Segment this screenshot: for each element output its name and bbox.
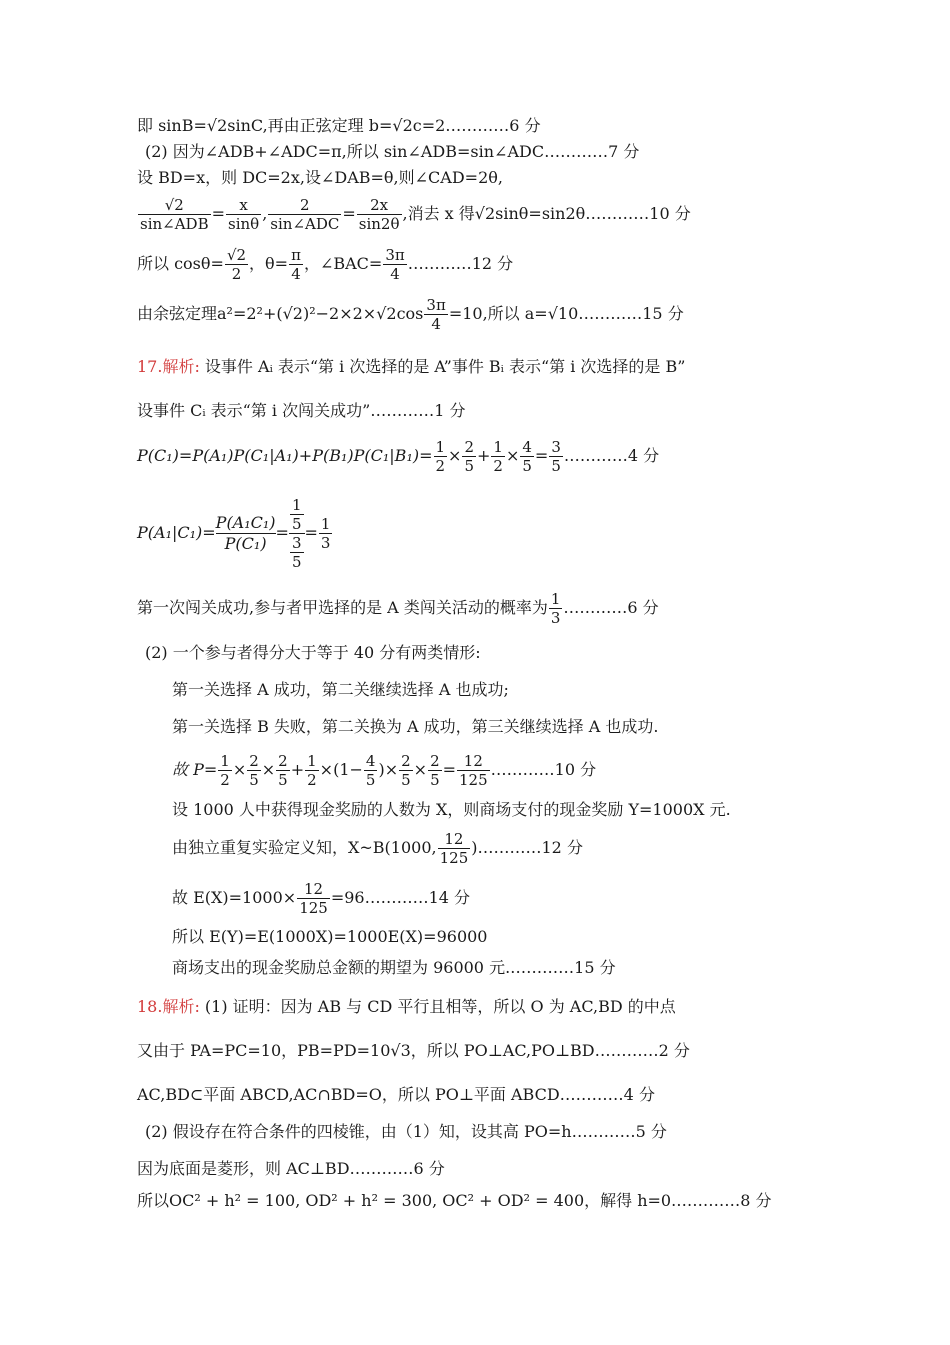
formula-line: 第一次闯关成功,参与者甲选择的是 A 类闯关活动的概率为 $\frac{1}{3}$ …………6 分 (137, 590, 659, 627)
fraction: $\frac{3\pi}{4}$ (426, 296, 446, 333)
fraction: $\frac{1}{2}$ (220, 752, 230, 789)
text-line: (2) 一个参与者得分大于等于 40 分有两类情形: (145, 643, 481, 662)
fraction: $\frac{12}{125}$ (439, 830, 469, 867)
formula-line: P(A₁|C₁)= $\frac{\text{P(A₁C₁)}}{\text{P(C₁)}}$ = $\frac{\frac{1}{5}}{\frac{3}{5}}$ = $\frac{1}{3}$ (137, 496, 331, 571)
fraction: $\frac{2}{5}$ (464, 438, 474, 475)
text-line: 设 BD=x，则 DC=2x,设∠DAB=θ,则∠CAD=2θ, (137, 168, 503, 187)
fraction: $\frac{4}{5}$ (365, 752, 376, 789)
formula-line: $\frac{√2}{\text{sin∠ADB}}$ = $\frac{x}{\sin\theta}$ , $\frac{2}{\text{sin∠ADC}}$ = $\frac{2x}{\sin 2\theta}$ ,消去 x 得√2sinθ=sin2θ…………10 分 (140, 196, 691, 233)
question-label: 18.解析: (137, 997, 200, 1016)
question-17-heading: 17.解析: 设事件 Aᵢ 表示“第 i 次选择的是 A”事件 Bᵢ 表示“第 i 次选择的是 B” (137, 357, 686, 376)
fraction: $\frac{\pi}{4}$ (291, 246, 301, 283)
text-line: 即 sinB=√2sinC,再由正弦定理 b=√2c=2…………6 分 (137, 116, 541, 135)
text-line: 第一关选择 B 失败，第二关换为 A 成功，第三关继续选择 A 也成功. (172, 717, 659, 736)
text-line: 第一关选择 A 成功，第二关继续选择 A 也成功; (172, 680, 509, 699)
text-line: 设事件 Cᵢ 表示“第 i 次闯关成功”…………1 分 (137, 401, 466, 420)
text-line: (2) 假设存在符合条件的四棱锥，由（1）知，设其高 PO=h…………5 分 (145, 1122, 667, 1141)
fraction: $\frac{12}{125}$ (459, 752, 488, 789)
formula-line: 由独立重复实验定义知，X~B(1000, $\frac{12}{125}$ )…………12 分 (172, 830, 583, 867)
compound-fraction: $\frac{\frac{1}{5}}{\frac{3}{5}}$ (289, 496, 305, 571)
fraction: $\frac{2}{5}$ (401, 752, 411, 789)
fraction: $\frac{1}{2}$ (493, 438, 503, 475)
fraction: $\frac{x}{\sin\theta}$ (228, 196, 260, 233)
text-line: 设 1000 人中获得现金奖励的人数为 X，则商场支付的现金奖励 Y=1000X 元. (172, 800, 731, 819)
fraction: $\frac{4}{5}$ (522, 438, 532, 475)
fraction: $\frac{2}{5}$ (430, 752, 440, 789)
fraction: $\frac{12}{125}$ (299, 880, 328, 917)
text-line: 所以 E(Y)=E(1000X)=1000E(X)=96000 (172, 927, 488, 946)
text-line: 又由于 PA=PC=10，PB=PD=10√3，所以 PO⊥AC,PO⊥BD…………2 分 (137, 1041, 690, 1060)
fraction: $\frac{1}{2}$ (435, 438, 446, 475)
formula-line: 所以 cosθ= $\frac{√2}{2}$ ，θ= $\frac{\pi}{4}$ ，∠BAC= $\frac{3\pi}{4}$ …………12 分 (137, 246, 514, 283)
text-line: 因为底面是菱形，则 AC⊥BD…………6 分 (137, 1159, 445, 1178)
fraction: $\frac{1}{3}$ (550, 590, 561, 627)
fraction: $\frac{1}{2}$ (307, 752, 317, 789)
fraction: $\frac{3\pi}{4}$ (385, 246, 405, 283)
fraction: $\frac{1}{3}$ (320, 515, 331, 552)
text-line: AC,BD⊂平面 ABCD,AC∩BD=O，所以 PO⊥平面 ABCD…………4 分 (137, 1085, 655, 1104)
fraction: $\frac{3}{5}$ (551, 438, 561, 475)
formula-line: 故 E(X)=1000× $\frac{12}{125}$ =96…………14 分 (172, 880, 471, 917)
fraction: $\frac{\text{P(A₁C₁)}}{\text{P(C₁)}}$ (215, 513, 276, 553)
formula-line: 故 P= $\frac{1}{2}$ × $\frac{2}{5}$ × $\frac{2}{5}$ + $\frac{1}{2}$ ×(1− $\frac{4}{5}$ )× $\frac{2}{5}$ × $\frac{2}{5}$ = $\frac{12}{125}$ …………10 分 (172, 752, 597, 789)
formula-line: 由余弦定理a²=2²+(√2)²−2×2×√2cos $\frac{3\pi}{4}$ =10,所以 a=√10…………15 分 (137, 296, 684, 333)
text-line: 商场支出的现金奖励总金额的期望为 96000 元.…………15 分 (172, 958, 616, 977)
fraction: $\frac{2}{5}$ (249, 752, 259, 789)
fraction: $\frac{2}{5}$ (278, 752, 288, 789)
formula-line: P(C₁)=P(A₁)P(C₁|A₁)+P(B₁)P(C₁|B₁)= $\frac{1}{2}$ × $\frac{2}{5}$ + $\frac{1}{2}$ × $\frac{4}{5}$ = $\frac{3}{5}$ …………4 分 (137, 438, 660, 475)
fraction: $\frac{√2}{2}$ (226, 246, 247, 283)
fraction: $\frac{√2}{\text{sin∠ADB}}$ (140, 196, 209, 233)
question-label: 17.解析: (137, 357, 200, 376)
fraction: $\frac{2}{\text{sin∠ADC}}$ (270, 196, 340, 233)
text-line: (2) 因为∠ADB+∠ADC=π,所以 sin∠ADB=sin∠ADC…………7 分 (145, 142, 640, 161)
fraction: $\frac{2x}{\sin 2\theta}$ (358, 196, 400, 233)
question-18-heading: 18.解析: (1) 证明：因为 AB 与 CD 平行且相等，所以 O 为 AC,BD 的中点 (137, 997, 676, 1016)
text-line: 所以OC² + h² = 100, OD² + h² = 300, OC² + OD² = 400，解得 h=0.…………8 分 (137, 1191, 772, 1210)
